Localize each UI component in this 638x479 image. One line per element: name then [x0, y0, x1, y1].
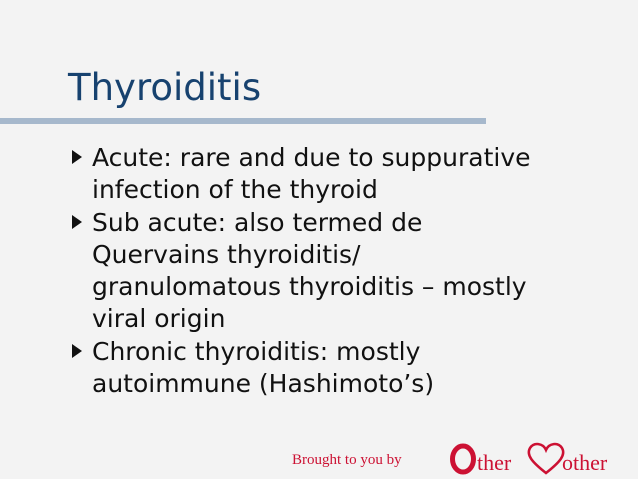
bullet-arrow-icon [72, 215, 82, 229]
svg-text:ther: ther [477, 450, 512, 475]
bullet-line: Acute: rare and due to suppurative [92, 143, 531, 172]
othermother-logo [448, 440, 634, 476]
bullet-arrow-icon [72, 150, 82, 164]
bullet-line: infection of the thyroid [92, 175, 378, 204]
bullet-subacute [72, 207, 612, 335]
bullet-line: Quervains thyroiditis/ [92, 240, 361, 269]
bullet-acute [72, 142, 612, 206]
slide-title: Thyroiditis [68, 66, 262, 109]
footer [0, 440, 638, 479]
title-underline [0, 118, 486, 124]
bullet-chronic [72, 336, 612, 400]
svg-text:other: other [562, 450, 608, 475]
bullet-arrow-icon [72, 344, 82, 358]
bullet-line: granulomatous thyroiditis – mostly [92, 272, 527, 301]
bullet-line: Chronic thyroiditis: mostly [92, 337, 421, 366]
bullet-line: Sub acute: also termed de [92, 208, 423, 237]
bullet-line: viral origin [92, 304, 226, 333]
brought-to-you-by-text: Brought to you by [292, 452, 402, 468]
bullet-line: autoimmune (Hashimoto’s) [92, 369, 435, 398]
bullet-list [72, 142, 612, 401]
